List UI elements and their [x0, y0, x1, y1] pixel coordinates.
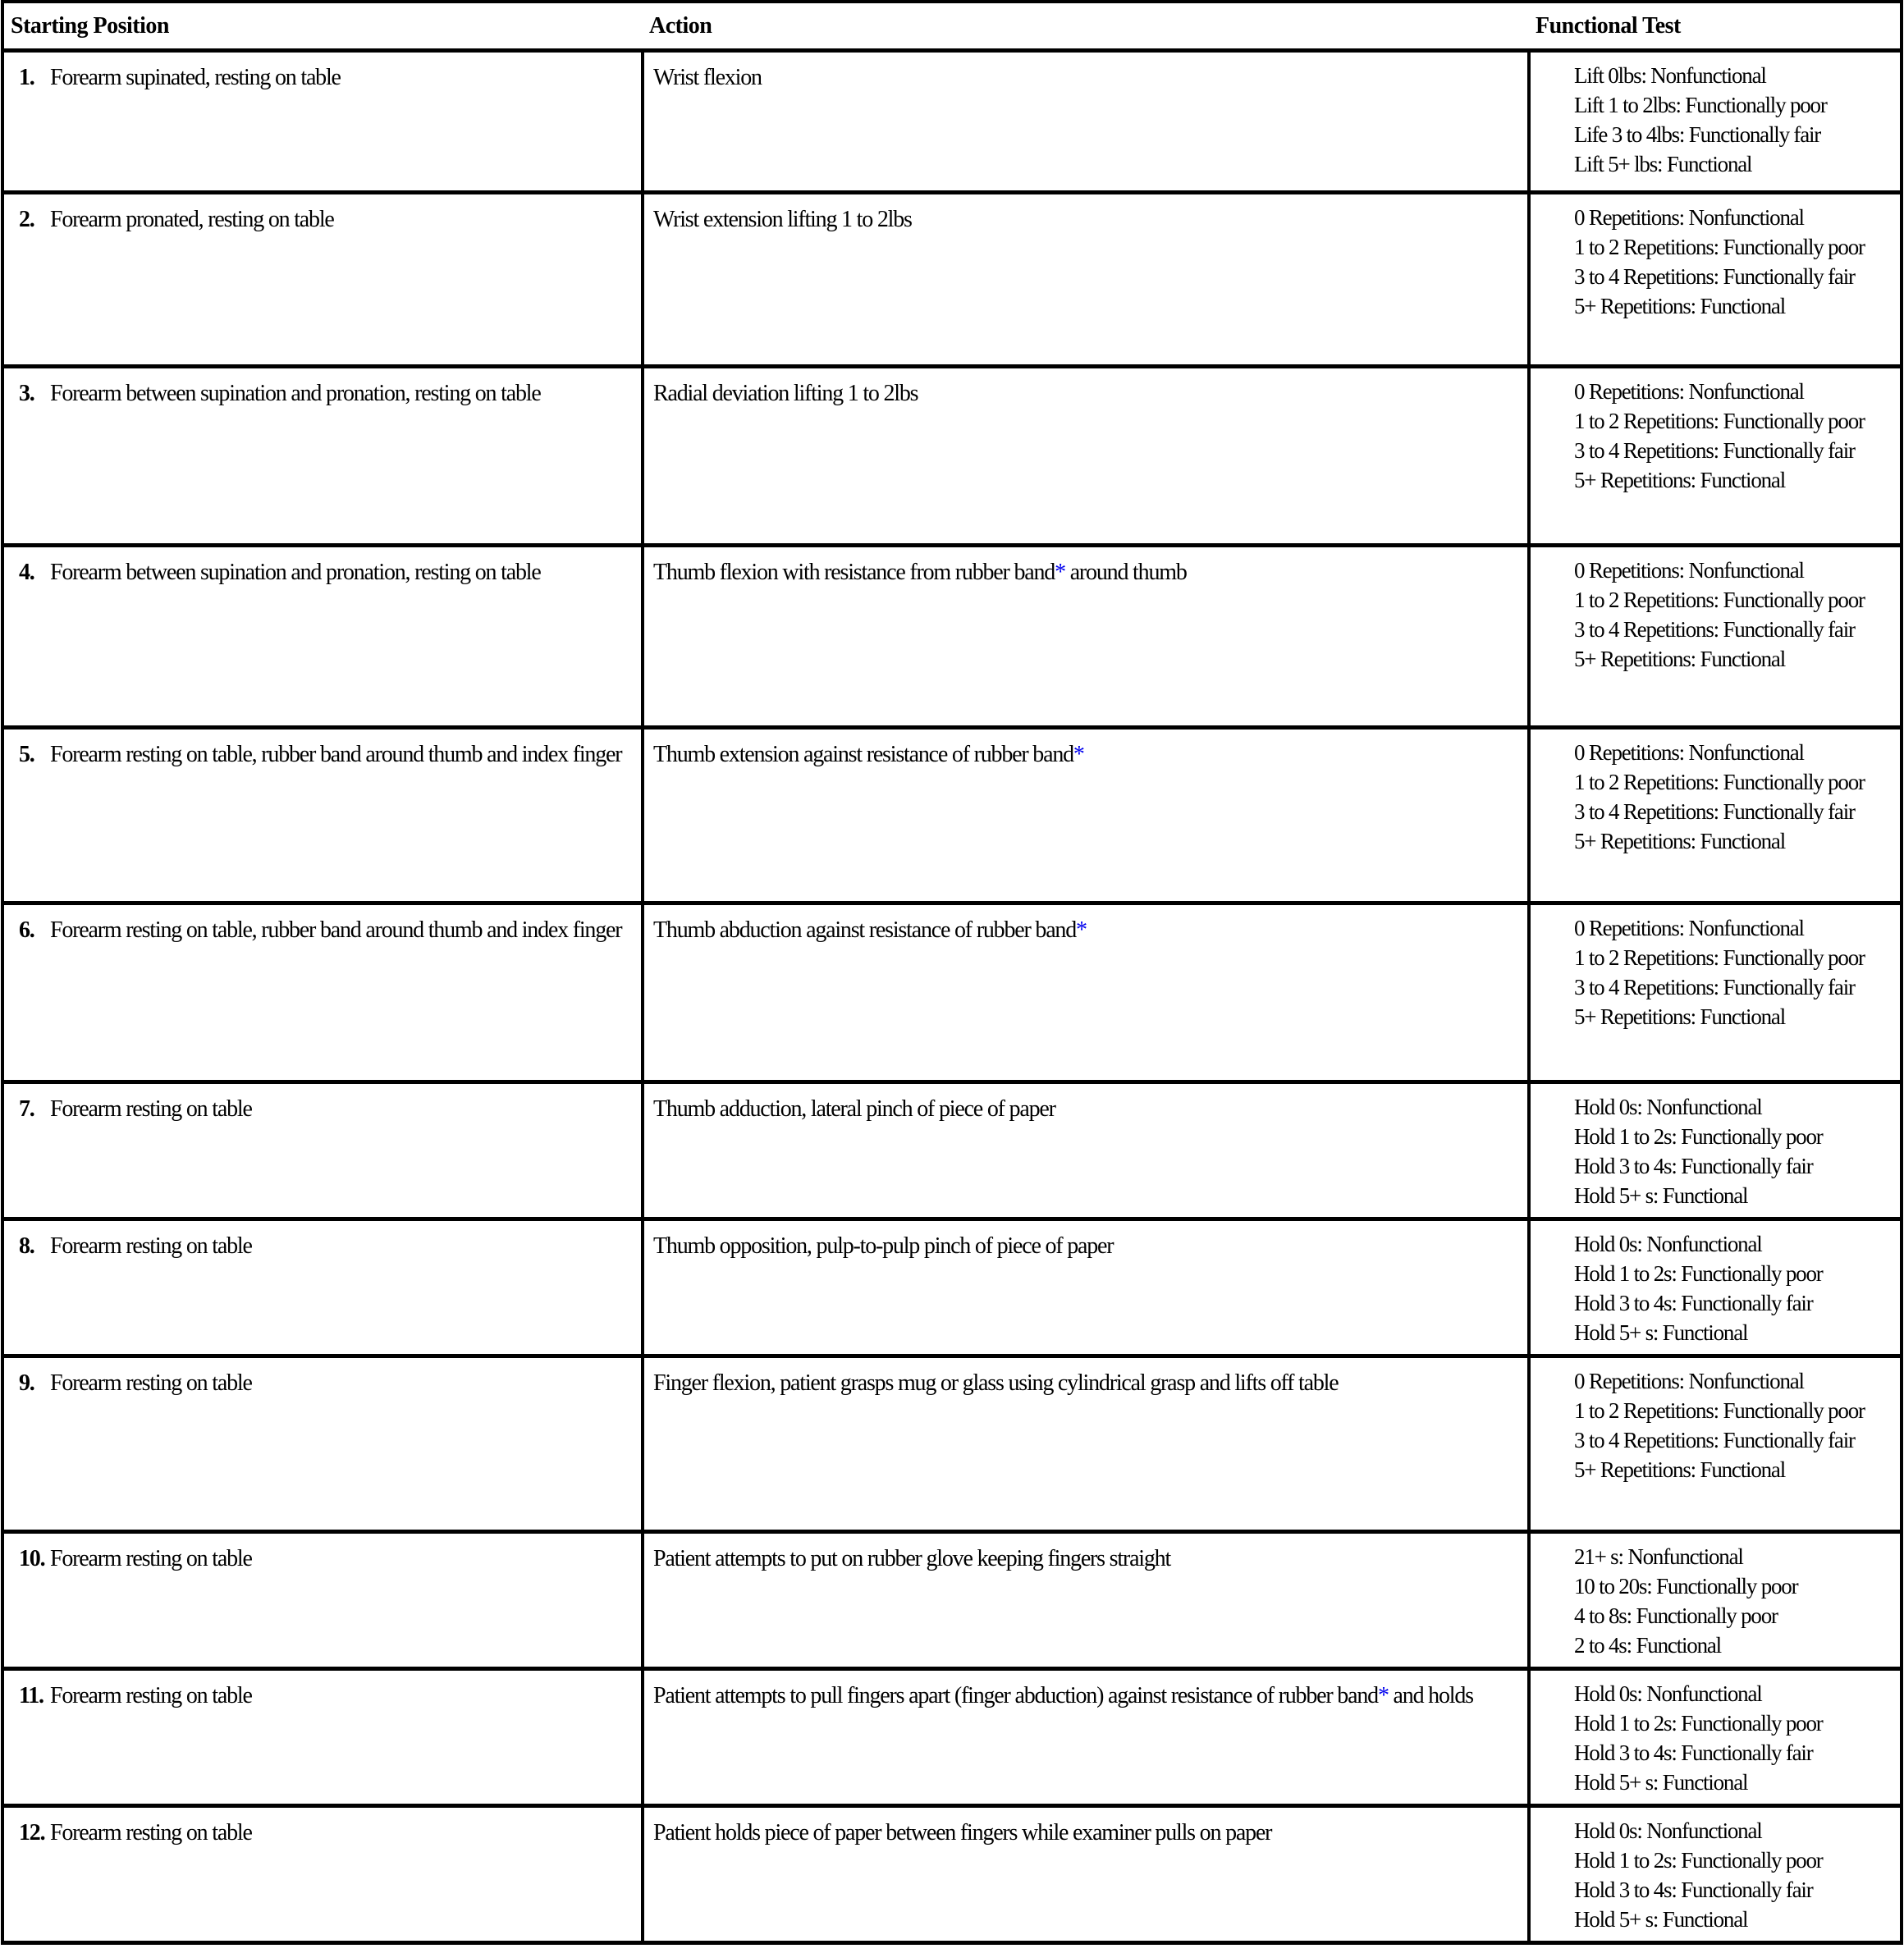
- functional-test-line: 1 to 2 Repetitions: Functionally poor: [1574, 409, 1865, 433]
- action-text: Thumb adduction, lateral pinch of piece of paper: [653, 1096, 1055, 1122]
- starting-position-cell: [2, 1669, 643, 1806]
- functional-test-line: 0 Repetitions: Nonfunctional: [1574, 916, 1804, 940]
- functional-test-line: 3 to 4 Repetitions: Functionally fair: [1574, 617, 1855, 642]
- functional-test-line: Hold 1 to 2s: Functionally poor: [1574, 1848, 1823, 1873]
- starting-position-cell: [2, 367, 643, 546]
- functional-test-line: Life 3 to 4lbs: Functionally fair: [1574, 122, 1821, 147]
- col-header-action: Action: [643, 2, 1529, 51]
- action-text: Thumb extension against resistance of rubber band*: [653, 742, 1084, 767]
- starting-position-cell: [2, 193, 643, 367]
- functional-test-cell: [1529, 1806, 1902, 1943]
- action-text: Finger flexion, patient grasps mug or glass using cylindrical grasp and lifts off table: [653, 1370, 1339, 1396]
- starting-position-text: Forearm supinated, resting on table: [50, 65, 341, 90]
- col-header-functional-test: Functional Test: [1529, 2, 1902, 51]
- row-number: 7.: [19, 1096, 34, 1122]
- functional-test-line: 1 to 2 Repetitions: Functionally poor: [1574, 945, 1865, 970]
- starting-position-text: Forearm resting on table: [50, 1233, 252, 1259]
- starting-position-text: Forearm pronated, resting on table: [50, 207, 334, 232]
- functional-test-line: 3 to 4 Repetitions: Functionally fair: [1574, 975, 1855, 999]
- functional-test-line: 1 to 2 Repetitions: Functionally poor: [1574, 1398, 1865, 1423]
- functional-test-cell: [1529, 1532, 1902, 1669]
- functional-test-line: Hold 5+ s: Functional: [1574, 1183, 1748, 1208]
- starting-position-cell: [2, 1356, 643, 1532]
- functional-test-line: Hold 5+ s: Functional: [1574, 1770, 1748, 1795]
- functional-test-line: 21+ s: Nonfunctional: [1574, 1544, 1743, 1569]
- functional-test-line: 0 Repetitions: Nonfunctional: [1574, 379, 1804, 404]
- functional-test-line: 1 to 2 Repetitions: Functionally poor: [1574, 235, 1865, 259]
- functional-test-line: Hold 3 to 4s: Functionally fair: [1574, 1740, 1813, 1765]
- functional-test-line: Hold 0s: Nonfunctional: [1574, 1232, 1762, 1256]
- table-row: [2, 1806, 1902, 1943]
- functional-test-cell: [1529, 728, 1902, 903]
- functional-test-line: Hold 5+ s: Functional: [1574, 1320, 1748, 1345]
- starting-position-cell: [2, 1806, 643, 1943]
- functional-test-line: 5+ Repetitions: Functional: [1574, 647, 1786, 671]
- starting-position-text: Forearm resting on table, rubber band around thumb and index finger: [50, 742, 622, 767]
- action-text: Thumb opposition, pulp-to-pulp pinch of piece of paper: [653, 1233, 1114, 1259]
- starting-position-text: Forearm between supination and pronation, resting on table: [50, 560, 541, 585]
- action-text: Patient attempts to put on rubber glove keeping fingers straight: [653, 1546, 1171, 1571]
- action-text: Radial deviation lifting 1 to 2lbs: [653, 381, 918, 406]
- action-cell: [643, 1669, 1529, 1806]
- functional-test-line: 3 to 4 Repetitions: Functionally fair: [1574, 264, 1855, 289]
- action-cell: [643, 1082, 1529, 1219]
- row-number: 5.: [19, 742, 34, 767]
- action-cell: [643, 546, 1529, 728]
- starting-position-text: Forearm resting on table: [50, 1546, 252, 1571]
- starting-position-cell: [2, 1082, 643, 1219]
- functional-test-line: 0 Repetitions: Nonfunctional: [1574, 558, 1804, 583]
- starting-position-text: Forearm between supination and pronation, resting on table: [50, 381, 541, 406]
- table-row: [2, 367, 1902, 546]
- table-row: [2, 1082, 1902, 1219]
- functional-test-line: Lift 5+ lbs: Functional: [1574, 152, 1752, 176]
- functional-test-cell: [1529, 1219, 1902, 1356]
- action-cell: [643, 728, 1529, 903]
- functional-test-line: Hold 0s: Nonfunctional: [1574, 1818, 1762, 1843]
- action-text: Patient attempts to pull fingers apart (finger abduction) against resistance of rubber band* and holds: [653, 1683, 1473, 1708]
- action-cell: [643, 1532, 1529, 1669]
- functional-test-cell: [1529, 193, 1902, 367]
- action-cell: [643, 1806, 1529, 1943]
- functional-test-line: Hold 0s: Nonfunctional: [1574, 1095, 1762, 1119]
- functional-test-line: 0 Repetitions: Nonfunctional: [1574, 1369, 1804, 1393]
- row-number: 1.: [19, 65, 34, 90]
- starting-position-cell: [2, 1219, 643, 1356]
- table-row: [2, 903, 1902, 1082]
- functional-test-cell: [1529, 546, 1902, 728]
- table-row: [2, 193, 1902, 367]
- footnote-asterisk-link[interactable]: *: [1073, 742, 1084, 767]
- functional-test-line: 5+ Repetitions: Functional: [1574, 294, 1786, 318]
- table-row: [2, 1669, 1902, 1806]
- table-row: [2, 1219, 1902, 1356]
- row-number: 8.: [19, 1233, 34, 1259]
- starting-position-text: Forearm resting on table: [50, 1370, 252, 1396]
- action-cell: [643, 367, 1529, 546]
- row-number: 12.: [19, 1820, 45, 1846]
- starting-position-cell: [2, 51, 643, 193]
- functional-test-line: Hold 3 to 4s: Functionally fair: [1574, 1291, 1813, 1315]
- row-number: 3.: [19, 381, 34, 406]
- table-row: [2, 546, 1902, 728]
- functional-test-cell: [1529, 903, 1902, 1082]
- functional-test-line: 3 to 4 Repetitions: Functionally fair: [1574, 1428, 1855, 1452]
- table-row: [2, 728, 1902, 903]
- row-number: 4.: [19, 560, 34, 585]
- starting-position-cell: [2, 546, 643, 728]
- functional-test-line: 0 Repetitions: Nonfunctional: [1574, 205, 1804, 230]
- functional-test-line: Lift 1 to 2lbs: Functionally poor: [1574, 93, 1827, 117]
- functional-test-line: 2 to 4s: Functional: [1574, 1633, 1721, 1658]
- starting-position-cell: [2, 728, 643, 903]
- functional-test-table: [1, 0, 1903, 1945]
- row-number: 2.: [19, 207, 34, 232]
- action-text: Wrist extension lifting 1 to 2lbs: [653, 207, 912, 232]
- action-text: Wrist flexion: [653, 65, 762, 90]
- functional-test-cell: [1529, 367, 1902, 546]
- starting-position-cell: [2, 903, 643, 1082]
- footnote-asterisk-link[interactable]: *: [1055, 560, 1065, 585]
- functional-test-cell: [1529, 1669, 1902, 1806]
- functional-test-line: Hold 1 to 2s: Functionally poor: [1574, 1711, 1823, 1736]
- starting-position-text: Forearm resting on table: [50, 1096, 252, 1122]
- table-header-row: [2, 2, 1902, 51]
- functional-test-line: Hold 3 to 4s: Functionally fair: [1574, 1878, 1813, 1902]
- functional-test-line: 1 to 2 Repetitions: Functionally poor: [1574, 770, 1865, 794]
- action-text: Thumb flexion with resistance from rubber band* around thumb: [653, 560, 1187, 585]
- table-row: [2, 1532, 1902, 1669]
- starting-position-text: Forearm resting on table: [50, 1683, 252, 1708]
- action-cell: [643, 193, 1529, 367]
- functional-test-line: Hold 1 to 2s: Functionally poor: [1574, 1261, 1823, 1286]
- functional-test-cell: [1529, 1356, 1902, 1532]
- action-cell: [643, 903, 1529, 1082]
- functional-test-line: 3 to 4 Repetitions: Functionally fair: [1574, 799, 1855, 824]
- functional-test-line: 3 to 4 Repetitions: Functionally fair: [1574, 438, 1855, 463]
- starting-position-cell: [2, 1532, 643, 1669]
- action-text: Patient holds piece of paper between fingers while examiner pulls on paper: [653, 1820, 1272, 1846]
- starting-position-text: Forearm resting on table: [50, 1820, 252, 1846]
- footnote-asterisk-link[interactable]: *: [1076, 917, 1087, 943]
- functional-test-cell: [1529, 1082, 1902, 1219]
- functional-test-line: 5+ Repetitions: Functional: [1574, 1457, 1786, 1482]
- functional-test-line: 1 to 2 Repetitions: Functionally poor: [1574, 588, 1865, 612]
- table-row: [2, 51, 1902, 193]
- action-cell: [643, 1219, 1529, 1356]
- functional-test-line: Hold 3 to 4s: Functionally fair: [1574, 1154, 1813, 1178]
- functional-test-line: Lift 0lbs: Nonfunctional: [1574, 63, 1766, 88]
- table-row: [2, 1356, 1902, 1532]
- row-number: 10.: [19, 1546, 45, 1571]
- starting-position-text: Forearm resting on table, rubber band around thumb and index finger: [50, 917, 622, 943]
- functional-test-line: Hold 0s: Nonfunctional: [1574, 1681, 1762, 1706]
- functional-test-line: 0 Repetitions: Nonfunctional: [1574, 740, 1804, 765]
- functional-test-line: 5+ Repetitions: Functional: [1574, 829, 1786, 853]
- col-header-starting-position: Starting Position: [2, 2, 643, 51]
- functional-test-line: 10 to 20s: Functionally poor: [1574, 1574, 1798, 1599]
- functional-test-line: Hold 5+ s: Functional: [1574, 1907, 1748, 1932]
- row-number: 11.: [19, 1683, 43, 1708]
- functional-test-line: Hold 1 to 2s: Functionally poor: [1574, 1124, 1823, 1149]
- functional-test-line: 5+ Repetitions: Functional: [1574, 468, 1786, 492]
- functional-test-line: 4 to 8s: Functionally poor: [1574, 1603, 1778, 1628]
- footnote-asterisk-link[interactable]: *: [1377, 1683, 1389, 1708]
- action-cell: [643, 1356, 1529, 1532]
- action-cell: [643, 51, 1529, 193]
- functional-test-line: 5+ Repetitions: Functional: [1574, 1004, 1786, 1029]
- row-number: 9.: [19, 1370, 34, 1396]
- functional-test-cell: [1529, 51, 1902, 193]
- table-body: [2, 51, 1902, 1943]
- row-number: 6.: [19, 917, 34, 943]
- action-text: Thumb abduction against resistance of rubber band*: [653, 917, 1087, 943]
